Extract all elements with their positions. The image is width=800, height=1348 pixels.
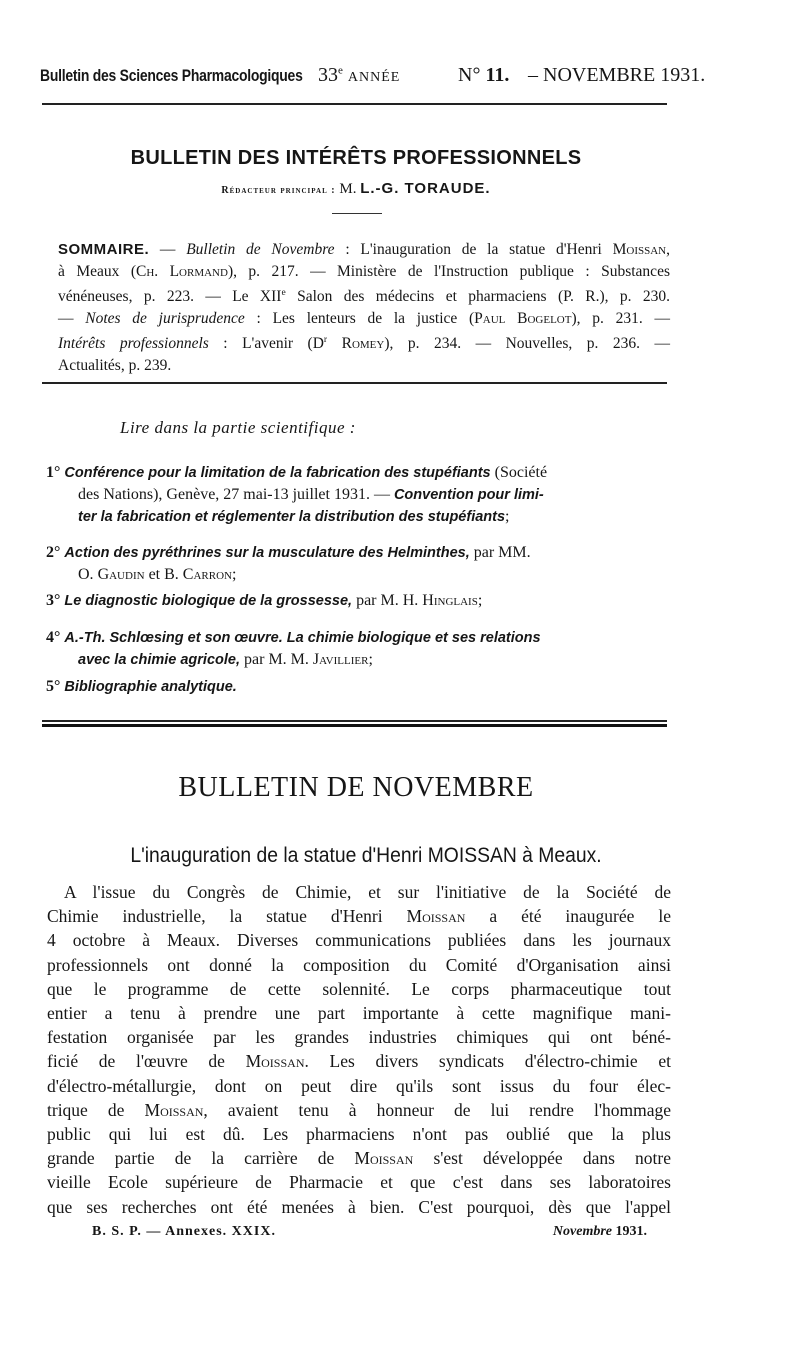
- body-line: [47, 928, 671, 952]
- text-run: Action des pyréthrines sur la musculature des Helminthes,: [64, 545, 470, 561]
- item-line: [46, 590, 670, 612]
- text-run: ), p. 231. —: [571, 309, 670, 327]
- body-line: [47, 1049, 671, 1073]
- page-footer: [92, 1224, 647, 1246]
- text-run: : Les lenteurs de la justice (: [244, 309, 475, 327]
- double-rule-thin: [42, 720, 667, 722]
- text-run: Actualités, p. 239.: [58, 356, 172, 374]
- item-line: [46, 506, 670, 528]
- sommaire-line: [58, 355, 670, 377]
- sommaire-line: [58, 239, 670, 261]
- body-line: [47, 880, 671, 904]
- journal-name: Bulletin des Sciences Pharmacologiques: [40, 66, 303, 85]
- bulletin-title: BULLETIN DE NOVEMBRE: [178, 772, 534, 803]
- double-rule-thick: [42, 724, 667, 727]
- scientific-item: [46, 590, 670, 612]
- body-line: [47, 1195, 671, 1219]
- text-run: ;: [368, 651, 373, 668]
- body-line: [47, 1146, 671, 1170]
- text-run: professionnels ont donné la composition du Comité d'Organisation ainsi: [47, 954, 671, 975]
- item-line: [46, 564, 670, 585]
- text-run: avec la chimie agricole,: [78, 652, 241, 668]
- text-run: A l'issue du Congrès de Chimie, et sur l'initiative de la Société de: [64, 882, 671, 902]
- text-run: 5°: [46, 678, 65, 695]
- editor-name: L.-G. TORAUDE.: [360, 180, 491, 197]
- header-rule: [42, 103, 667, 105]
- text-run: Intérêts professionnels: [58, 335, 209, 353]
- text-run: Bibliographie analytique.: [64, 679, 237, 695]
- text-run: 3°: [46, 592, 65, 609]
- text-run: Moissan: [354, 1148, 414, 1169]
- item-line: [46, 484, 670, 506]
- scientific-item: [46, 627, 670, 671]
- text-run: ), p. 217. — Ministère de l'Instruction publique : Substances: [227, 262, 670, 280]
- text-run: : L'avenir (D: [208, 335, 324, 353]
- body-line: [47, 1001, 671, 1025]
- scientific-item: [46, 462, 670, 528]
- text-run: [327, 335, 341, 352]
- item-line: [46, 462, 670, 484]
- sommaire-line: [58, 308, 670, 330]
- sommaire-rule: [42, 382, 667, 384]
- text-run: Chimie industrielle, la statue d'Henri: [47, 906, 407, 927]
- text-run: s'est développée dans notre: [413, 1148, 671, 1169]
- text-run: Conférence pour la limitation de la fabrication des stupéfiants: [64, 465, 491, 481]
- text-run: vieille Ecole supérieure de Pharmacie et que c'est dans ses laboratoires: [47, 1172, 671, 1193]
- text-run: ficié de l'œuvre de: [47, 1051, 246, 1072]
- text-run: O.: [78, 566, 98, 583]
- text-run: Carron: [182, 566, 232, 583]
- editor-label: Rédacteur principal :: [221, 185, 336, 196]
- text-run: festation organisée par les grandes industries chimiques qui ont béné-: [47, 1027, 671, 1048]
- text-run: Moissan: [245, 1051, 305, 1072]
- year-label: 33e ANNÉE: [318, 64, 401, 86]
- text-run: grande partie de la carrière de: [47, 1148, 355, 1169]
- scientific-item: [46, 542, 670, 585]
- item-line: [46, 676, 670, 698]
- editor-prefix: M.: [339, 181, 357, 197]
- text-run: A.-Th. Schlœsing et son œuvre. La chimie biologique et ses relations: [64, 630, 541, 646]
- text-run: Romey: [341, 335, 385, 353]
- text-run: 4°: [46, 629, 65, 646]
- text-run: Convention pour limi-: [393, 487, 544, 503]
- text-run: —: [149, 241, 187, 258]
- body-line: [47, 977, 671, 1001]
- text-run: e: [281, 287, 286, 298]
- text-run: entier a tenu à prendre une part importante à cette magnifique mani-: [47, 1003, 671, 1024]
- text-run: Le diagnostic biologique de la grossesse,: [64, 593, 353, 609]
- scientific-item: [46, 676, 670, 698]
- text-run: ;: [477, 592, 483, 609]
- text-run: Moissan: [144, 1099, 204, 1120]
- issue-number: N° 11.: [458, 64, 510, 86]
- text-run: Moissan: [612, 241, 667, 258]
- text-run: par MM.: [469, 544, 531, 561]
- text-run: et B.: [144, 566, 183, 583]
- text-run: 1°: [46, 464, 65, 481]
- text-run: r: [323, 334, 328, 346]
- footer-left: B. S. P. — Annexes. XXIX.: [92, 1224, 276, 1239]
- text-run: Ch. Lormand: [135, 262, 228, 280]
- sommaire-head: SOMMAIRE.: [58, 241, 150, 258]
- body-line: [47, 1170, 671, 1194]
- text-run: des Nations), Genève, 27 mai-13 juillet 1931. —: [78, 486, 394, 503]
- editor-line: [0, 180, 712, 198]
- text-run: ter la fabrication et réglementer la distribution des stupéfiants: [78, 509, 506, 525]
- text-run: —: [58, 309, 86, 327]
- sommaire-line: [58, 282, 670, 308]
- text-run: Salon des médecins et pharmaciens (P. R.), p. 230.: [285, 288, 670, 306]
- text-run: par M. M.: [240, 651, 313, 668]
- sommaire-line: [58, 329, 670, 355]
- article-body: [47, 880, 671, 1219]
- short-rule: [332, 213, 382, 214]
- text-run: Gaudin: [97, 566, 145, 583]
- sommaire-line: [58, 261, 670, 283]
- running-header: [40, 64, 706, 94]
- body-line: [47, 904, 671, 928]
- item-line: [46, 542, 670, 564]
- article-title: L'inauguration de la statue d'Henri MOISSAN à Meaux.: [130, 844, 602, 867]
- body-line: [47, 1074, 671, 1098]
- text-run: 4 octobre à Meaux. Diverses communications publiées dans les journaux: [47, 930, 671, 951]
- text-run: Bulletin de Novembre: [186, 241, 335, 258]
- text-run: Paul Bogelot: [474, 309, 572, 327]
- text-run: trique de: [47, 1099, 145, 1120]
- footer-right: Novembre 1931.: [552, 1224, 647, 1239]
- text-run: ;: [505, 508, 510, 525]
- section-title: BULLETIN DES INTÉRÊTS PROFESSIONNELS: [130, 147, 582, 169]
- text-run: Javillier: [312, 651, 369, 668]
- text-run: Hinglais: [422, 592, 478, 609]
- text-run: d'électro-métallurgie, dont on peut dire qu'ils sont issus du four élec-: [47, 1075, 671, 1096]
- scientific-part-heading: Lire dans la partie scientifique :: [120, 418, 356, 437]
- text-run: , avaient tenu à honneur de lui rendre l'hommage: [203, 1099, 671, 1120]
- text-run: à Meaux (: [58, 262, 136, 280]
- body-line: [47, 953, 671, 977]
- body-line: [47, 1098, 671, 1122]
- item-line: [46, 649, 670, 671]
- item-line: [46, 627, 670, 649]
- text-run: a été inaugurée le: [465, 906, 671, 927]
- text-run: Notes de jurisprudence: [85, 309, 245, 327]
- text-run: Moissan: [406, 906, 466, 927]
- body-line: [47, 1025, 671, 1049]
- text-run: ;: [231, 566, 237, 583]
- text-run: ,: [666, 241, 670, 258]
- text-run: que ses recherches ont été menées à bien. C'est pourquoi, dès que l'appel: [47, 1196, 671, 1217]
- text-run: public qui lui est dû. Les pharmaciens n'ont pas oublié que la plus: [47, 1124, 671, 1145]
- text-run: (Société: [490, 464, 548, 481]
- text-run: que le programme de cette solennité. Le corps pharmaceutique tout: [47, 978, 671, 999]
- text-run: par M. H.: [352, 592, 423, 609]
- body-line: [47, 1122, 671, 1146]
- text-run: vénéneuses, p. 223. — Le XII: [58, 288, 282, 306]
- text-run: 2°: [46, 544, 65, 561]
- issue-date: – NOVEMBRE 1931.: [528, 64, 706, 86]
- sommaire: [58, 239, 670, 376]
- text-run: ), p. 234. — Nouvelles, p. 236. —: [384, 335, 670, 353]
- text-run: . Les divers syndicats d'électro-chimie et: [304, 1051, 671, 1072]
- text-run: : L'inauguration de la statue d'Henri: [334, 241, 613, 258]
